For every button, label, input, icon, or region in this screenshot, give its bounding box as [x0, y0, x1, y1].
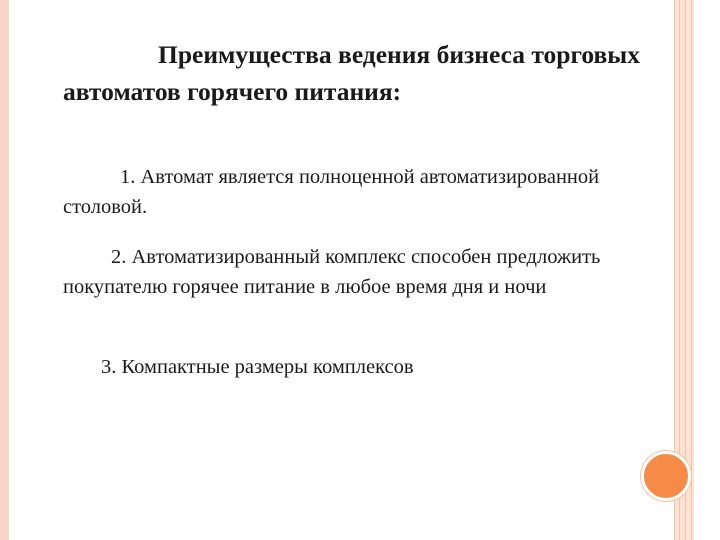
list-item: 2. Автоматизированный комплекс способен предложить покупателю горячее питание в любое время дня и ночи: [63, 246, 601, 298]
accent-circle: [641, 451, 691, 501]
left-border-strip: [0, 0, 9, 540]
slide-title: Преимущества ведения бизнеса торговых автоматов горячего питания:: [63, 40, 640, 106]
list-item: 1. Автомат является полноценной автоматизированной столовой.: [63, 166, 600, 218]
right-border-line: [691, 0, 692, 540]
list-item: 3. Компактные размеры комплексов: [101, 356, 414, 378]
